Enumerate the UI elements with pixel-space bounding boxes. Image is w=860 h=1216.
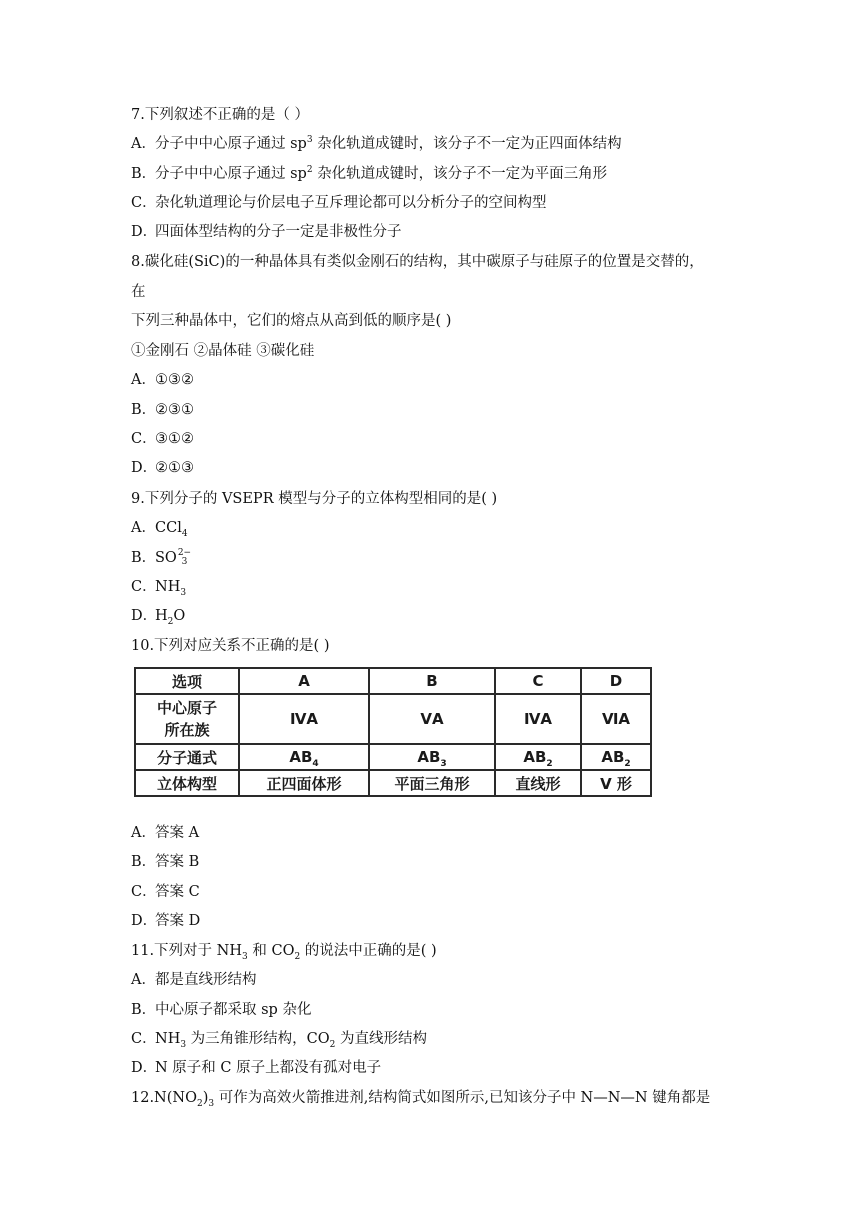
- table-cell: $AB_4$: [239, 744, 369, 770]
- q11-option-b: B．中心原子都采取 sp 杂化: [131, 1002, 312, 1018]
- q7-option-a: A．分子中中心原子通过 $sp^3$ 杂化轨道成键时，该分子不一定为正四面体结构: [131, 135, 622, 152]
- table-cell: $AB_2$: [581, 744, 651, 770]
- table-cell: 选项: [135, 668, 239, 694]
- q10-option-b: B．答案 B: [131, 854, 200, 870]
- q7-option-c: C．杂化轨道理论与价层电子互斥理论都可以分析分子的空间构型: [131, 195, 547, 211]
- table-row-label: 中心原子 所在族: [135, 694, 239, 744]
- table-cell: D: [581, 668, 651, 694]
- q8-stem-line3: 下列三种晶体中，它们的熔点从高到低的顺序是( ): [131, 313, 452, 329]
- q8-option-a: A．①③②: [131, 372, 194, 388]
- q8-option-b: B．②③①: [131, 402, 194, 418]
- q10-option-d: D．答案 D: [131, 913, 201, 929]
- table-cell: V 形: [581, 770, 651, 796]
- table-cell: 平面三角形: [369, 770, 495, 796]
- q9-option-b: B．SO 2− 3: [131, 548, 192, 567]
- sulfite-charge: 2− 3: [177, 548, 192, 567]
- table-cell: ⅣA: [239, 694, 369, 744]
- q8-stem-line1: 8.碳化硅(SiC)的一种晶体具有类似金刚石的结构，其中碳原子与硅原子的位置是交替的，: [131, 254, 704, 270]
- table-row-label: 分子通式: [135, 744, 239, 770]
- table-cell: ⅣA: [495, 694, 581, 744]
- q11-stem: 11.下列对于 $NH_3$ 和 $CO_2$ 的说法中正确的是( ): [131, 943, 437, 962]
- table-cell: 直线形: [495, 770, 581, 796]
- q8-items: ①金刚石 ②晶体硅 ③碳化硅: [131, 343, 315, 359]
- table-row-formula: [135, 744, 651, 770]
- table-cell: C: [495, 668, 581, 694]
- q9-stem: 9.下列分子的 VSEPR 模型与分子的立体构型相同的是( ): [131, 491, 498, 507]
- q10-stem: 10.下列对应关系不正确的是( ): [131, 638, 330, 654]
- q11-option-d: D．N 原子和 C 原子上都没有孤对电子: [131, 1060, 382, 1076]
- q11-option-c: C．$NH_3$ 为三角锥形结构，$CO_2$ 为直线形结构: [131, 1031, 428, 1050]
- q8-stem-line2: 在: [131, 284, 146, 300]
- q7-option-b: B．分子中中心原子通过 $sp^2$ 杂化轨道成键时，该分子不一定为平面三角形: [131, 165, 608, 182]
- table-cell: $AB_3$: [369, 744, 495, 770]
- q8-option-d: D．②①③: [131, 460, 194, 476]
- table-row-shape: [135, 770, 651, 796]
- q9-option-d: D．$H_2O$: [131, 608, 186, 627]
- q10-table: [134, 667, 652, 797]
- q7-stem: 7.下列叙述不正确的是（ ）: [131, 107, 309, 123]
- table-cell: B: [369, 668, 495, 694]
- table-cell: ⅤA: [369, 694, 495, 744]
- table-header-row: [135, 668, 651, 694]
- q9-option-a: A．CCl$_4$: [131, 520, 188, 539]
- table-cell: A: [239, 668, 369, 694]
- table-cell: $AB_2$: [495, 744, 581, 770]
- table-row-label: 立体构型: [135, 770, 239, 796]
- table-cell: ⅥA: [581, 694, 651, 744]
- q8-option-c: C．③①②: [131, 431, 194, 447]
- q10-option-c: C．答案 C: [131, 884, 200, 900]
- q11-option-a: A．都是直线形结构: [131, 972, 257, 988]
- q9-option-c: C．$NH_3$: [131, 579, 187, 598]
- table-row-group: [135, 694, 651, 744]
- q7-option-d: D．四面体型结构的分子一定是非极性分子: [131, 224, 402, 240]
- q12-stem: $12.N(NO_2)_3$ 可作为高效火箭推进剂,结构简式如图所示,已知该分子中 N—N—N 键角都是: [131, 1090, 711, 1109]
- table-cell: 正四面体形: [239, 770, 369, 796]
- q10-option-a: A．答案 A: [131, 825, 200, 841]
